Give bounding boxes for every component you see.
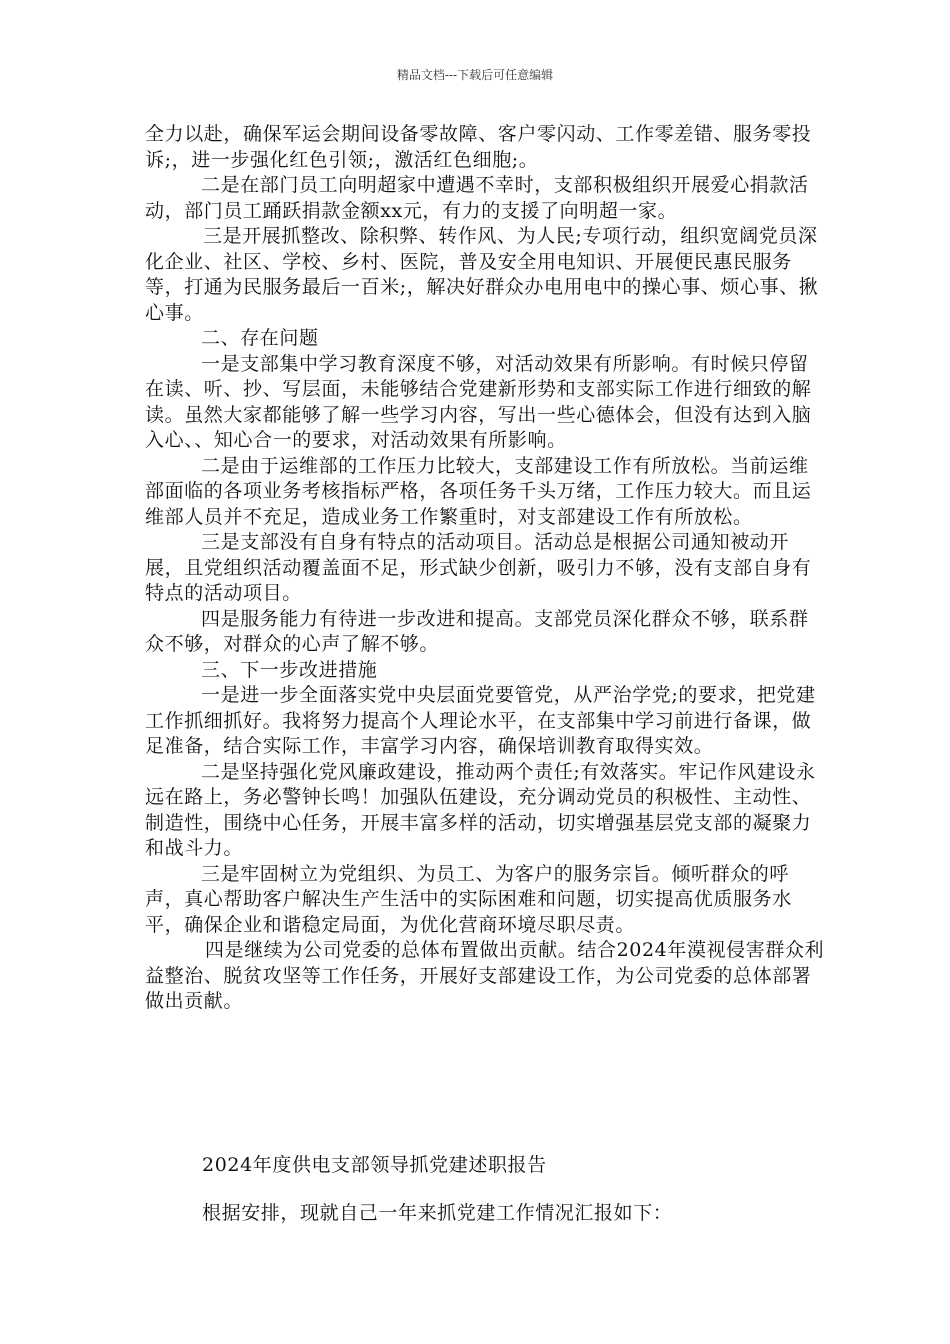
document-body xyxy=(145,122,825,1015)
paragraph: 二是在部门员工向明超家中遭遇不幸时，支部积极组织开展爱心捐款活动，部门员工踊跃捐款金额xx元，有力的支援了向明超一家。 xyxy=(145,174,809,222)
paragraph: 三是支部没有自身有特点的活动项目。活动总是根据公司通知被动开展，且党组织活动覆盖面不足，形式缺少创新，吸引力不够，没有支部自身有特点的活动项目。 xyxy=(145,531,812,604)
report-intro: 根据安排，现就自己一年来抓党建工作情况汇报如下： xyxy=(202,1202,673,1224)
report-title: 2024年度供电支部领导抓党建述职报告 xyxy=(202,1154,547,1176)
paragraph: 二是由于运维部的工作压力比较大，支部建设工作有所放松。当前运维部面临的各项业务考核指标严格，各项任务千头万绪，工作压力较大。而且运维部人员并不充足，造成业务工作繁重时，对支部建设工作有所放松。 xyxy=(145,454,812,528)
paragraph: 全力以赴，确保军运会期间设备零故障、客户零闪动、工作零差错、服务零投诉;，进一步强化红色引领;，激活红色细胞;。 xyxy=(145,123,812,171)
page-header: 精品文档---下载后可任意编辑 xyxy=(396,68,554,82)
section-heading: 二、存在问题 xyxy=(201,327,319,349)
paragraph: 一是进一步全面落实党中央层面党要管党，从严治学党;的要求，把党建工作抓细抓好。我将努力提高个人理论水平，在支部集中学习前进行备课，做足准备，结合实际工作，丰富学习内容，确保培训教育取得实效。 xyxy=(145,684,816,757)
paragraph: 三是牢固树立为党组织、为员工、为客户的服务宗旨。倾听群众的呼声，真心帮助客户解决生产生活中的实际困难和问题，切实提高优质服务水平，确保企业和谐稳定局面，为优化营商环境尽职尽责。 xyxy=(145,862,792,936)
paragraph: 一是支部集中学习教育深度不够，对活动效果有所影响。有时候只停留在读、听、抄、写层面，未能够结合党建新形势和支部实际工作进行细致的解读。虽然大家都能够了解一些学习内容，写出一些心德体会，但没有达到入脑入心、、知心合一的要求，对活动效果有所影响。 xyxy=(145,352,812,451)
section-heading: 三、下一步改进措施 xyxy=(201,658,378,681)
paragraph: 三是开展抓整改、除积弊、转作风、为人民;专项行动，组织宽阔党员深化企业、社区、学校、乡村、医院，普及安全用电知识、开展便民惠民服务等，打通为民服务最后一百米;，解决好群众办电用电中的操心事、烦心事、揪心事。 xyxy=(145,225,819,324)
paragraph: 四是服务能力有待进一步改进和提高。支部党员深化群众不够，联系群众不够，对群众的心声了解不够。 xyxy=(145,607,809,655)
paragraph: 二是坚持强化党风廉政建设，推动两个责任;有效落实。牢记作风建设永远在路上，务必警钟长鸣！加强队伍建设，充分调动党员的积极性、主动性、制造性，围绕中心任务，开展丰富多样的活动，切实增强基层党支部的凝聚力和战斗力。 xyxy=(145,760,816,859)
paragraph: 四是继续为公司党委的总体布置做出贡献。结合2024年漠视侵害群众利益整治、脱贫攻坚等工作任务，开展好支部建设工作，为公司党委的总体部署做出贡献。 xyxy=(145,939,825,1012)
